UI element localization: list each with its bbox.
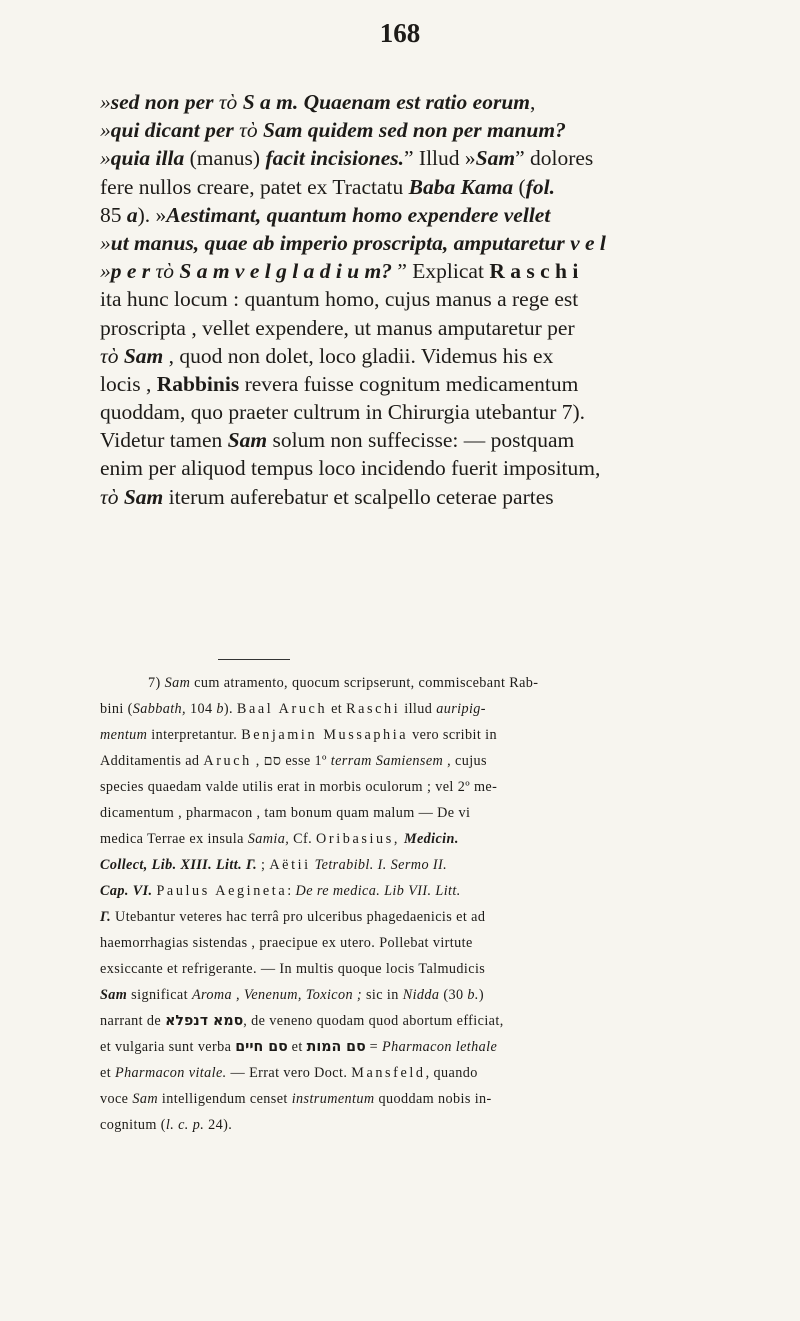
footnote-line-segment: Oribasius, [316, 831, 400, 847]
footnote-line-segment: 104 [186, 701, 217, 717]
footnote-line-segment: Samia, [247, 831, 290, 847]
text-line-segment: (manus) [184, 146, 266, 171]
text-line-segment: locis , [100, 371, 157, 396]
text-line-segment: Sam [475, 146, 516, 171]
text-line-segment: S a m. [242, 90, 299, 114]
text-line [100, 144, 722, 172]
footnote-line-segment: , de veneno quodam quod abortum efficiat, [243, 1013, 504, 1029]
footnote-line-segment: cognitum ( [100, 1117, 166, 1133]
footnote-line-segment: voce [100, 1091, 133, 1107]
text-line-segment: Quaenam est ratio eorum [298, 90, 530, 114]
footnote-line-segment: quoddam nobis in- [374, 1091, 492, 1107]
footnote-line-segment: Aroma , Venenum, Toxicon ; [191, 987, 363, 1003]
text-line-segment: Sam [123, 484, 164, 509]
footnote-line-segment: Medicin. [403, 831, 459, 847]
footnote-line-segment: De re medica. Lib VII. Litt. [295, 883, 461, 899]
footnote-line [100, 696, 722, 722]
footnote-line-segment: — Errat vero Doct. [226, 1065, 352, 1081]
footnote-line [100, 956, 722, 982]
text-line-segment: fere nullos creare, patet ex Tractatu [100, 174, 409, 199]
footnote-line [100, 982, 722, 1008]
footnote-line-segment: intelligendum censet [157, 1091, 292, 1107]
text-line-segment: , [530, 90, 536, 114]
text-line-segment: enim per aliquod tempus loco incidendo fuerit impositum, [100, 456, 601, 481]
footnote-line-segment: Sabbath, [132, 701, 187, 717]
text-line [100, 398, 722, 426]
footnote-line-segment: l. c. p. [165, 1117, 205, 1133]
footnote-line-segment: Additamentis ad [100, 753, 204, 769]
footnote-line-segment: Baal Aruch [236, 701, 328, 717]
footnote-line-segment: medica Terrae ex insula [100, 831, 248, 847]
text-line-segment: ” dolores [515, 146, 594, 171]
text-line-segment: p e r [110, 259, 151, 284]
text-line-segment: facit incisiones. [265, 146, 404, 171]
footnote-line-segment: Pharmacon lethale [382, 1039, 498, 1055]
text-line-segment: fol. [525, 174, 555, 199]
footnote-line-segment: Paulus Aegineta [156, 883, 288, 899]
text-line-segment: Sam [227, 428, 268, 453]
text-line-segment: proscripta , vellet expendere, ut manus amputaretur per [100, 315, 575, 340]
text-line [100, 483, 722, 511]
footnote-line-segment: סם חיים [235, 1039, 288, 1055]
text-line [100, 370, 722, 398]
text-line-segment: a [126, 202, 138, 227]
footnote-line-segment: significat [127, 987, 192, 1003]
footnote-line-segment: Γ. [100, 909, 112, 925]
footnote-line-segment: sic in [362, 987, 403, 1003]
footnote-line-segment: exsiccante et refrigerante. — In multis quoque locis Talmudicis [100, 961, 486, 977]
page-number: 168 [379, 18, 421, 48]
text-line-segment: 85 [100, 202, 127, 227]
footnote-line-segment: b. [467, 987, 479, 1003]
footnote-line-segment: Aëtii [269, 857, 311, 873]
footnote-line-segment: et vulgaria sunt verba [100, 1039, 236, 1055]
footnote-line-segment: illud [400, 701, 437, 717]
footnote-line-segment: Cap. VI. [100, 883, 153, 899]
footnote-line [100, 904, 722, 930]
footnote-line-segment: (30 [439, 987, 468, 1003]
text-line [100, 454, 722, 482]
footnote-line-segment: mentum [100, 727, 148, 743]
text-line-segment: Rabbinis [156, 371, 240, 396]
footnote-line [100, 1008, 722, 1034]
footnote-line-segment: b [216, 701, 224, 717]
footnote-line-segment: , cujus [443, 753, 487, 769]
text-line-segment: Aestimant, quantum homo expendere vellet [166, 202, 551, 227]
footnote-line-segment: cum atramento, quocum scripserunt, commiscebant Rab- [190, 675, 539, 691]
footnote-line-segment: ; [257, 857, 270, 873]
footnote-line-segment: terram Samiensem [330, 753, 444, 769]
text-line-segment: » [100, 259, 111, 284]
text-line-segment: ” Explicat [392, 259, 490, 284]
footnote-line-segment: : [287, 883, 296, 899]
text-line-segment: Sam quidem sed non per manum? [263, 118, 566, 143]
text-line [100, 257, 722, 285]
text-line-segment: R a s c h i [489, 259, 579, 284]
footnote-line-segment: Tetrabibl. I. Sermo II. [314, 857, 448, 873]
text-line [100, 285, 722, 313]
text-line-segment: » [100, 230, 111, 255]
footnote-line [100, 930, 722, 956]
text-line-segment: τὸ [150, 259, 180, 284]
footnote-line-segment: Aruch [203, 753, 252, 769]
text-line-segment: Videtur tamen [100, 428, 228, 453]
footnote-line-segment: species quaedam valde utilis erat in morbis oculorum ; vel 2º me- [100, 779, 498, 795]
footnote-line-segment: 7) [148, 675, 165, 691]
footnote-line-segment: dicamentum , pharmacon , tam bonum quam malum — De vi [100, 805, 471, 821]
footnote-line [100, 826, 722, 852]
text-line-segment: ). » [137, 202, 167, 227]
footnote-line-segment: narrant de [100, 1013, 166, 1029]
footnote-line-segment: סמא דנפלא [165, 1013, 244, 1029]
footnote-line-segment: et [327, 701, 347, 717]
footnotes [100, 670, 722, 1138]
footnote-line-segment: auripig- [436, 701, 486, 717]
footnote-line [100, 1034, 722, 1060]
text-line-segment: revera fuisse cognitum medicamentum [239, 371, 579, 396]
text-line-segment: quoddam, quo praeter cultrum in Chirurgia utebantur 7). [100, 400, 586, 425]
footnote-line-segment: interpretantur. [147, 727, 242, 743]
footnote-line [100, 670, 722, 696]
text-line-segment: ( [513, 174, 526, 199]
text-line-segment: » [100, 118, 111, 143]
footnote-line-segment: Sam [132, 1091, 158, 1107]
footnote-line-segment: Cf. [289, 831, 317, 847]
text-line [100, 201, 722, 229]
footnote-line [100, 1112, 722, 1138]
text-line-segment: τὸ [233, 118, 263, 143]
text-line-segment: , quod non dolet, loco gladii. Videmus his ex [163, 343, 554, 368]
footnote-line-segment: bini ( [100, 701, 133, 717]
footnote-line-segment: haemorrhagias sistendas , praecipue ex utero. Pollebat virtute [100, 935, 473, 951]
main-text [100, 88, 722, 511]
footnote-divider [218, 659, 290, 660]
footnote-line [100, 852, 722, 878]
footnote-line-segment: 24). [204, 1117, 233, 1133]
text-line [100, 314, 722, 342]
text-line-segment: qui dicant per [110, 118, 234, 143]
footnote-line-segment: Collect, Lib. XIII. Litt. Γ. [100, 857, 258, 873]
footnote-line-segment: ) [478, 987, 484, 1003]
footnote-line-segment: Benjamin Mussaphia [241, 727, 409, 743]
text-line-segment: quia illa [110, 146, 185, 171]
text-line [100, 88, 722, 116]
text-line-segment: ita hunc locum : quantum homo, cujus manus a rege est [100, 287, 579, 312]
text-line-segment: solum non suffecisse: — postquam [267, 428, 575, 453]
text-line-segment: Baba Kama [408, 174, 514, 199]
text-line [100, 173, 722, 201]
text-line [100, 426, 722, 454]
footnote-line [100, 800, 722, 826]
text-line-segment: » [100, 90, 111, 114]
footnote-line-segment: Sam [164, 675, 191, 691]
footnote-line [100, 1086, 722, 1112]
footnote-line-segment: Mansfeld [351, 1065, 426, 1081]
text-line-segment: iterum auferebatur et scalpello ceterae partes [163, 484, 554, 509]
footnote-line [100, 748, 722, 774]
footnote-line-segment: ). [223, 701, 237, 717]
text-line [100, 342, 722, 370]
text-line [100, 229, 722, 257]
footnote-line-segment: et [100, 1065, 115, 1081]
footnote-line-segment: Pharmacon vitale. [115, 1065, 227, 1081]
footnote-line-segment: et [287, 1039, 307, 1055]
text-line-segment: v e l [570, 230, 606, 255]
footnote-line-segment: Nidda [402, 987, 440, 1003]
footnote-line-segment: = [365, 1039, 383, 1055]
footnote-line [100, 722, 722, 748]
footnote-line-segment: , סם esse 1º [251, 753, 331, 769]
text-line-segment: τὸ [100, 343, 124, 368]
footnote-line [100, 1060, 722, 1086]
footnote-line-segment: instrumentum [291, 1091, 375, 1107]
text-line-segment: Sam [123, 343, 164, 368]
text-line-segment: S a m v e l g l a d i u m? [179, 259, 392, 284]
text-line [100, 116, 722, 144]
footnote-line-segment: Raschi [346, 701, 401, 717]
text-line-segment: ” Illud » [404, 146, 476, 171]
text-line-segment: τὸ [213, 90, 243, 114]
footnote-line-segment: , quando [425, 1065, 478, 1081]
footnote-line-segment: Utebantur veteres hac terrâ pro ulceribus phagedaenicis et ad [111, 909, 486, 925]
footnote-line [100, 774, 722, 800]
text-line-segment: ut manus, quae ab imperio proscripta, amputaretur [110, 230, 571, 255]
text-line-segment: τὸ [100, 484, 124, 509]
footnote-line-segment: Sam [100, 987, 128, 1003]
footnote-line-segment: vero scribit in [408, 727, 497, 743]
text-line-segment: sed non per [110, 90, 214, 114]
footnote-line [100, 878, 722, 904]
text-line-segment: » [100, 146, 111, 171]
footnote-line-segment: סם המות [306, 1039, 366, 1055]
